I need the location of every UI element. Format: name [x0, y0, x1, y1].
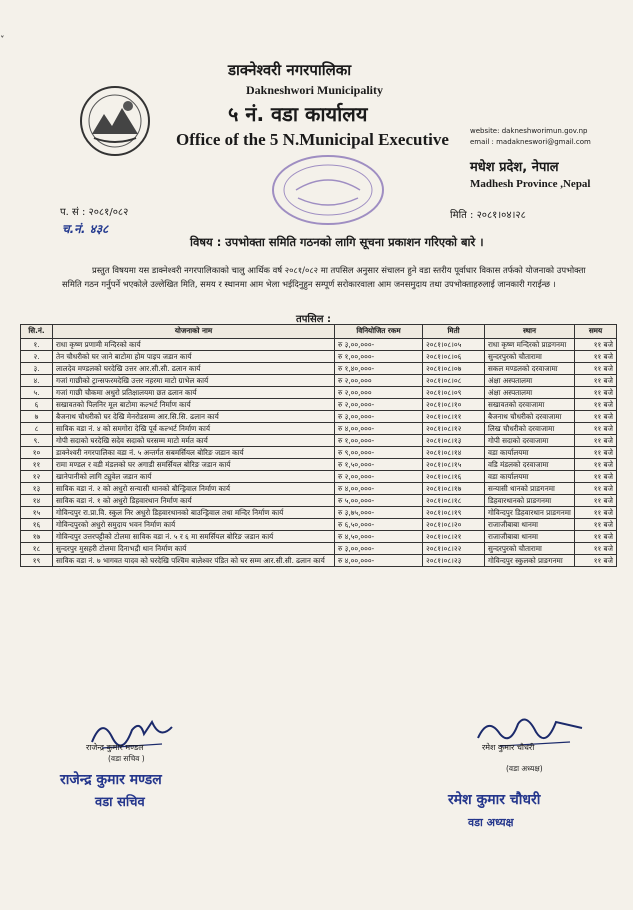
row-amount: रु २,००,००० — [335, 387, 423, 399]
row-plan-name: सुन्दरपुर मुसहरी टोलमा दिनाभद्री थान निर्माण कार्य — [53, 543, 335, 555]
row-place: अंक्षा अस्पतालमा — [485, 387, 575, 399]
plan-table — [20, 324, 617, 567]
row-date: २०८१।०८।११ — [423, 411, 485, 423]
row-place: राजाजीबाबा थानमा — [485, 519, 575, 531]
row-date: २०८१।०८।२१ — [423, 531, 485, 543]
col-header-time: समय — [575, 325, 617, 339]
row-place: सन्यासी थानको प्राङगनमा — [485, 483, 575, 495]
row-place: गोपी सदाको दरवाजामा — [485, 435, 575, 447]
row-plan-name: तेन चौधरीको घर जाने बाटोमा होम पाइप जडान कार्य — [53, 351, 335, 363]
table-row — [21, 411, 617, 423]
row-sn: १२ — [21, 471, 53, 483]
row-sn: ६ — [21, 399, 53, 411]
row-amount: रु ३,००,०००- — [335, 543, 423, 555]
row-plan-name: खानेपानीको लागि ट्युवेल जडान कार्य — [53, 471, 335, 483]
row-time: ११ बजे — [575, 411, 617, 423]
row-time: ११ बजे — [575, 507, 617, 519]
row-sn: ३. — [21, 363, 53, 375]
row-amount: रु ४,००,०००- — [335, 555, 423, 567]
row-place: वडि मंडलको दरवाजामा — [485, 459, 575, 471]
row-amount: रु ६,५०,०००- — [335, 519, 423, 531]
row-plan-name: साविक वडा नं. २ को अधुरो सन्यासी थानको बौन्ड्रिवाल निर्माण कार्य — [53, 483, 335, 495]
table-row — [21, 387, 617, 399]
row-sn: ९. — [21, 435, 53, 447]
row-amount: रु २,००,००० — [335, 375, 423, 387]
row-sn: १५ — [21, 507, 53, 519]
row-date: २०८१।०८।२३ — [423, 555, 485, 567]
col-header-place: स्थान — [485, 325, 575, 339]
row-time: ११ बजे — [575, 363, 617, 375]
row-sn: ५. — [21, 387, 53, 399]
ward-secretary-name: राजेन्द्र कुमार मण्डल — [86, 743, 144, 752]
row-date: २०८१।०८।१८ — [423, 495, 485, 507]
row-place: राजाजीबाबा थानमा — [485, 531, 575, 543]
row-time: ११ बजे — [575, 423, 617, 435]
row-time: ११ बजे — [575, 435, 617, 447]
row-sn: २. — [21, 351, 53, 363]
row-place: राधा कृष्ण मन्दिरको प्राङगनमा — [485, 339, 575, 351]
table-row — [21, 399, 617, 411]
row-sn: १९ — [21, 555, 53, 567]
email-text: email : madakneswori@gmail.com — [470, 138, 591, 146]
ward-secretary-stamp-title: वडा सचिव — [95, 795, 145, 810]
province-en: Madhesh Province ,Nepal — [470, 178, 591, 190]
patra-sankhya: प. सं : २०८१/०८२ — [60, 207, 129, 218]
row-place: अंक्षा अस्पतालमा — [485, 375, 575, 387]
row-time: ११ बजे — [575, 339, 617, 351]
row-date: २०८१।०८।१७ — [423, 483, 485, 495]
ward-chairperson-stamp-title: वडा अध्यक्ष — [468, 816, 514, 829]
ward-chairperson-stamp-name: रमेश कुमार चौधरी — [448, 792, 541, 808]
municipality-name-np: डाक्नेश्वरी नगरपालिका — [228, 61, 352, 79]
row-place: सुन्दरपुरको चौतारामा — [485, 543, 575, 555]
row-time: ११ बजे — [575, 531, 617, 543]
table-row — [21, 363, 617, 375]
row-date: २०८१।०८।०५ — [423, 339, 485, 351]
col-header-amount: विनियोजित रकम — [335, 325, 423, 339]
row-amount: रु १,५०,०००- — [335, 459, 423, 471]
row-place: सुन्दरपुरको चौतारामा — [485, 351, 575, 363]
row-amount: रु १,४०,०००- — [335, 363, 423, 375]
row-sn: १४ — [21, 495, 53, 507]
row-plan-name: गोविन्दपुरको अधुरो समुदाय भवन निर्माण कार्य — [53, 519, 335, 531]
row-sn: १६ — [21, 519, 53, 531]
row-plan-name: गजां गाछी चौकमा अधुरो प्रतिक्षालयमा छत ढलान कार्य — [53, 387, 335, 399]
row-time: ११ बजे — [575, 483, 617, 495]
row-plan-name: लालदेव मण्डलको घरदेखि उत्तर आर.सी.सी. ढलान कार्य — [53, 363, 335, 375]
row-date: २०८१।०८।०९ — [423, 387, 485, 399]
office-name-np: ५ नं. वडा कार्यालय — [228, 102, 368, 126]
row-plan-name: गजां गाछीको ट्रान्सफरमदेखि उत्तर नहरमा माटो ग्राभेल कार्य — [53, 375, 335, 387]
row-amount: रु ४,५०,०००- — [335, 531, 423, 543]
row-date: २०८१।०८।१२ — [423, 423, 485, 435]
row-time: ११ बजे — [575, 495, 617, 507]
row-sn: ११ — [21, 459, 53, 471]
row-amount: रु १,००,०००- — [335, 351, 423, 363]
row-amount: रु ४,००,०००- — [335, 483, 423, 495]
row-amount: रु ४,००,०००- — [335, 423, 423, 435]
row-date: २०८१।०८।१० — [423, 399, 485, 411]
row-place: सखावतको दरवाजामा — [485, 399, 575, 411]
row-time: ११ बजे — [575, 351, 617, 363]
row-date: २०८१।०८।०८ — [423, 375, 485, 387]
row-plan-name: गोपी सदाको घरदेखि सदेव सदाको घरसम्म माटो मर्मत कार्य — [53, 435, 335, 447]
row-sn: १७ — [21, 531, 53, 543]
notice-date: मिति : २०८१।०४।२८ — [450, 210, 526, 221]
row-date: २०८१।०८।१९ — [423, 507, 485, 519]
row-amount: रु ३,७५,०००- — [335, 507, 423, 519]
row-time: ११ बजे — [575, 447, 617, 459]
row-sn: ४. — [21, 375, 53, 387]
body-paragraph: प्रस्तुत विषयमा यस डाक्नेश्वरी नगरपालिकाको चालु आर्थिक वर्ष २०८१/०८२ मा तपसिल अनुसार संचालन हुने वडा स्तरीय पूर्वाधार विकास तर्फको योजनाको उपभोक्ता समिति गठन गर्नुपर्ने भएकोले उल्लेखित मिति, समय र स्थानमा आम भेला भईदिनुहुन सम्पूर्ण सरोकारवाला आम जनसमुदाय तथा उपभोक्ताहरुलाई जानकारी गराईन्छ । — [62, 265, 586, 289]
row-place: लिख चौधरीको दरवाजामा — [485, 423, 575, 435]
row-date: २०८१।०८।०७ — [423, 363, 485, 375]
row-date: २०८१।०८।१३ — [423, 435, 485, 447]
row-plan-name: राधा कृष्ण प्रणामी मन्दिरको कार्य — [53, 339, 335, 351]
row-time: ११ बजे — [575, 459, 617, 471]
row-plan-name: सखावतको पिलनिर मूल बाटोमा कल्भर्ट निर्माण कार्य — [53, 399, 335, 411]
row-plan-name: गोविन्दपुर रा.प्रा.वि. स्कुल निर अधुरो डिहवारथानको बाउन्ड्रिवाल तथा मन्दिर निर्माण कार्य — [53, 507, 335, 519]
corner-mark: ˯ — [0, 23, 5, 39]
row-date: २०८१।०८।२० — [423, 519, 485, 531]
row-plan-name: डाक्नेश्वरी नगरपालिका वडा नं. ५ अन्तर्गत सबमर्सियल बोरिङ जडान कार्य — [53, 447, 335, 459]
table-row — [21, 351, 617, 363]
row-amount: रु ३,००,०००- — [335, 339, 423, 351]
col-header-sn: सि.नं. — [21, 325, 53, 339]
table-row — [21, 471, 617, 483]
table-row — [21, 459, 617, 471]
row-place: बैजनाथ चौधरीको दरवाजामा — [485, 411, 575, 423]
table-row — [21, 483, 617, 495]
website-text: website: dakneshworimun.gov.np — [470, 127, 588, 135]
table-row — [21, 555, 617, 567]
row-time: ११ बजे — [575, 375, 617, 387]
col-header-date: मिती — [423, 325, 485, 339]
row-time: ११ बजे — [575, 471, 617, 483]
row-plan-name: रामा मण्डल र वडी मंडलको घर अगाडी समर्सियल बोरिङ जडान कार्य — [53, 459, 335, 471]
row-amount: रु ९,००,०००- — [335, 447, 423, 459]
table-row — [21, 519, 617, 531]
municipality-name-en: Dakneshwori Municipality — [246, 83, 384, 97]
row-amount: रु ५,००,०००- — [335, 495, 423, 507]
row-date: २०८१।०८।२२ — [423, 543, 485, 555]
row-sn: ८ — [21, 423, 53, 435]
municipality-logo-icon — [78, 84, 152, 158]
table-row — [21, 507, 617, 519]
row-amount: रु १,००,०००- — [335, 435, 423, 447]
row-plan-name: बैजनाथ चौधरीको घर देखि मेनरोडसम्म आर.सि.सि. ढलान कार्य — [53, 411, 335, 423]
row-sn: ७ — [21, 411, 53, 423]
office-name-en: Office of the 5 N.Municipal Executive — [176, 130, 449, 149]
table-header-row — [21, 325, 617, 339]
subject-line: विषय : उपभोक्ता समिति गठनको लागि सूचना प्रकाशन गरिएको बारे । — [190, 235, 484, 249]
row-place: वडा कार्यालयमा — [485, 471, 575, 483]
row-amount: रु २,००,०००- — [335, 471, 423, 483]
row-time: ११ बजे — [575, 387, 617, 399]
ward-secretary-title: (वडा सचिव ) — [108, 754, 145, 763]
row-time: ११ बजे — [575, 519, 617, 531]
row-place: सकल मण्डलको दरवाजामा — [485, 363, 575, 375]
table-row — [21, 495, 617, 507]
ward-chairperson-name: रमेश कुमार चौधरी — [482, 743, 535, 752]
row-plan-name: साविक वडा नं. ७ भागवत यादव को घरदेखि पश्चिम बालेश्वर पंडित को घर सम्म आर.सी.सी. ढलान कार्य — [53, 555, 335, 567]
row-date: २०८१।०८।०६ — [423, 351, 485, 363]
row-place: वडा कार्यालयमा — [485, 447, 575, 459]
row-date: २०८१।०८।१४ — [423, 447, 485, 459]
row-plan-name: साविक वडा नं. १ को अधुरो डिहवारथान निर्माण कार्य — [53, 495, 335, 507]
table-row — [21, 531, 617, 543]
table-row — [21, 339, 617, 351]
tapsil-heading: तपसिल : — [296, 314, 331, 325]
ward-chairperson-title: (वडा अध्यक्ष) — [506, 764, 543, 773]
table-row — [21, 543, 617, 555]
row-plan-name: साविक वडा नं. ४ को समगोरा देखि पूर्व कल्भर्ट निर्माण कार्य — [53, 423, 335, 435]
row-place: डिहवारथानको प्राङगनमा — [485, 495, 575, 507]
contact-block — [470, 126, 591, 148]
row-date: २०८१।०८।१५ — [423, 459, 485, 471]
table-row — [21, 447, 617, 459]
row-time: ११ बजे — [575, 555, 617, 567]
row-sn: १३ — [21, 483, 53, 495]
table-row — [21, 375, 617, 387]
row-amount: रु २,००,०००- — [335, 399, 423, 411]
chalani-number: च.नं. ४३८ — [62, 222, 109, 236]
table-row — [21, 423, 617, 435]
row-sn: १८ — [21, 543, 53, 555]
row-sn: १. — [21, 339, 53, 351]
row-amount: रु ३,००,०००- — [335, 411, 423, 423]
row-plan-name: गोविन्दपुर उत्तरपट्टीको टोलमा साविक वडा नं. ५ र ६ मा समर्सियल बोरिङ जडान कार्य — [53, 531, 335, 543]
col-header-plan: योजनाको नाम — [53, 325, 335, 339]
row-date: २०८१।०८।१६ — [423, 471, 485, 483]
province-np: मधेश प्रदेश, नेपाल — [470, 160, 559, 175]
row-place: गोविन्दपुर स्कुलको प्राङगनमा — [485, 555, 575, 567]
row-time: ११ बजे — [575, 543, 617, 555]
row-sn: १० — [21, 447, 53, 459]
office-stamp-icon — [268, 150, 388, 230]
table-row — [21, 435, 617, 447]
row-time: ११ बजे — [575, 399, 617, 411]
row-place: गोविन्दपुर डिहवारथान प्राङगनमा — [485, 507, 575, 519]
ward-secretary-stamp-name: राजेन्द्र कुमार मण्डल — [60, 772, 162, 788]
